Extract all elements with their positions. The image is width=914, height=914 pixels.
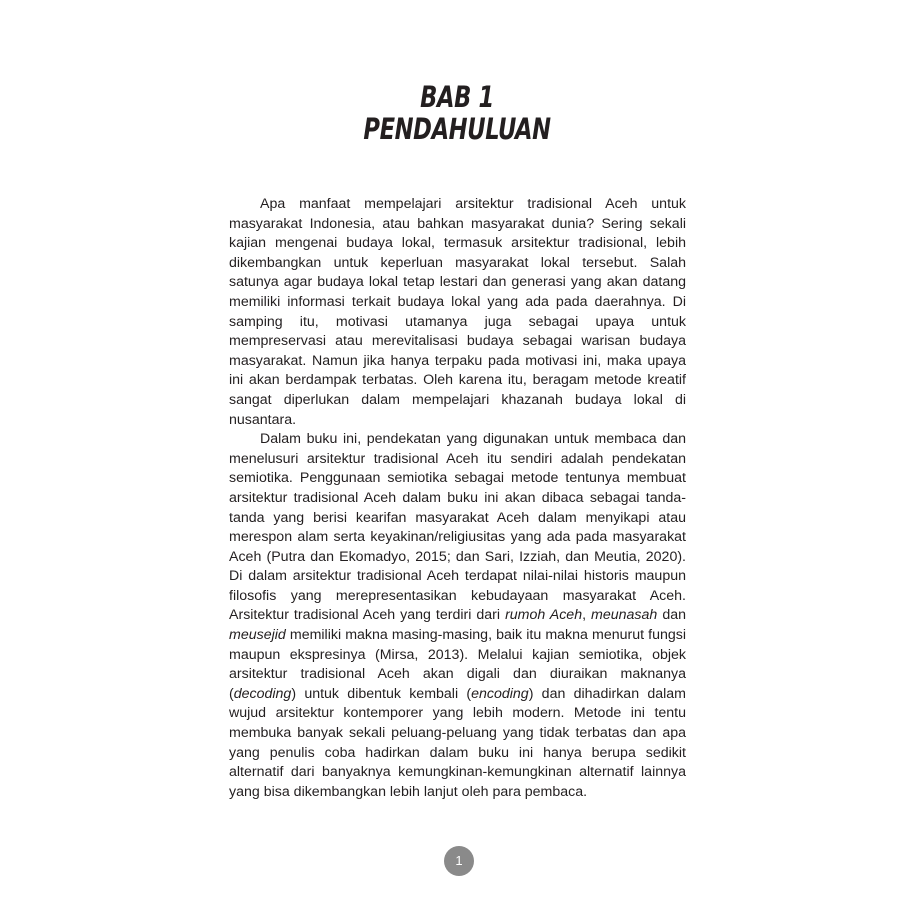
body-text (229, 195, 686, 802)
text-run: , (582, 607, 592, 624)
text-run: memiliki makna masing-masing, baik itu makna menurut fungsi maupun ekspresinya (Mirsa, 2013). Melalui kajian semiotika, objek arsitektur tradisional Aceh akan digali dan diuraikan maknanya ( (229, 627, 686, 702)
text-run: ) untuk dibentuk kembali ( (291, 685, 472, 702)
text-run: dan (657, 607, 686, 624)
term-rumoh-aceh: rumoh Aceh (505, 607, 583, 624)
chapter-number: BAB 1 (420, 80, 494, 114)
paragraph-1 (229, 195, 686, 430)
text-run: Dalam buku ini, pendekatan yang digunakan untuk membaca dan menelusuri arsitektur tradisional Aceh itu sendiri adalah pendekatan semiotika. Penggunaan semiotika sebagai metode tentunya membuat arsitektur tradisional Aceh dalam buku ini akan dibaca sebagai tanda-tanda yang berisi kearifan masyarakat Aceh dalam menyikapi atau merespon alam serta keyakinan/religiusitas yang ada pada masyarakat Aceh (Putra dan Ekomadyo, 2015; dan Sari, Izziah, dan Meutia, 2020). Di dalam arsitektur tradisional Aceh terdapat nilai-nilai historis maupun filosofis yang merepresentasikan kebudayaan masyarakat Aceh. Arsitektur tradisional Aceh yang terdiri dari (229, 431, 686, 624)
term-meunasah: meunasah (591, 607, 658, 624)
term-decoding: decoding (233, 685, 292, 702)
chapter-title: PENDAHULUAN (363, 112, 551, 146)
paragraph-2 (229, 430, 686, 802)
term-encoding: encoding (471, 685, 529, 702)
text-run: Apa manfaat mempelajari arsitektur tradisional Aceh untuk masyarakat Indonesia, atau bahkan masyarakat dunia? Sering sekali kajian mengenai budaya lokal, termasuk arsitektur tradisional, lebih dikembangkan untuk keperluan masyarakat lokal tersebut. Salah satunya agar budaya lokal tetap lestari dan generasi yang akan datang memiliki informasi terkait budaya lokal yang ada pada daerahnya. Di samping itu, motivasi utamanya juga sebagai upaya untuk mempreservasi atau merevitalisasi budaya sebagai warisan budaya masyarakat. Namun jika hanya terpaku pada motivasi ini, maka upaya ini akan berdampak terbatas. Oleh karena itu, beragam metode kreatif sangat diperlukan dalam mempelajari khazanah budaya lokal di nusantara. (229, 196, 686, 428)
term-meusejid: meusejid (229, 627, 286, 644)
text-run: ) dan dihadirkan dalam wujud arsitektur kontemporer yang lebih modern. Metode ini tentu membuka banyak sekali peluang-peluang yang tidak terbatas dan apa yang penulis coba hadirkan dalam buku ini hanya berupa sedikit alternatif dari banyaknya kemungkinan-kemungkinan alternatif lainnya yang bisa dikembangkan lebih lanjut oleh para pembaca. (229, 685, 686, 800)
page-number-badge: 1 (444, 846, 474, 876)
chapter-heading (101, 81, 814, 145)
